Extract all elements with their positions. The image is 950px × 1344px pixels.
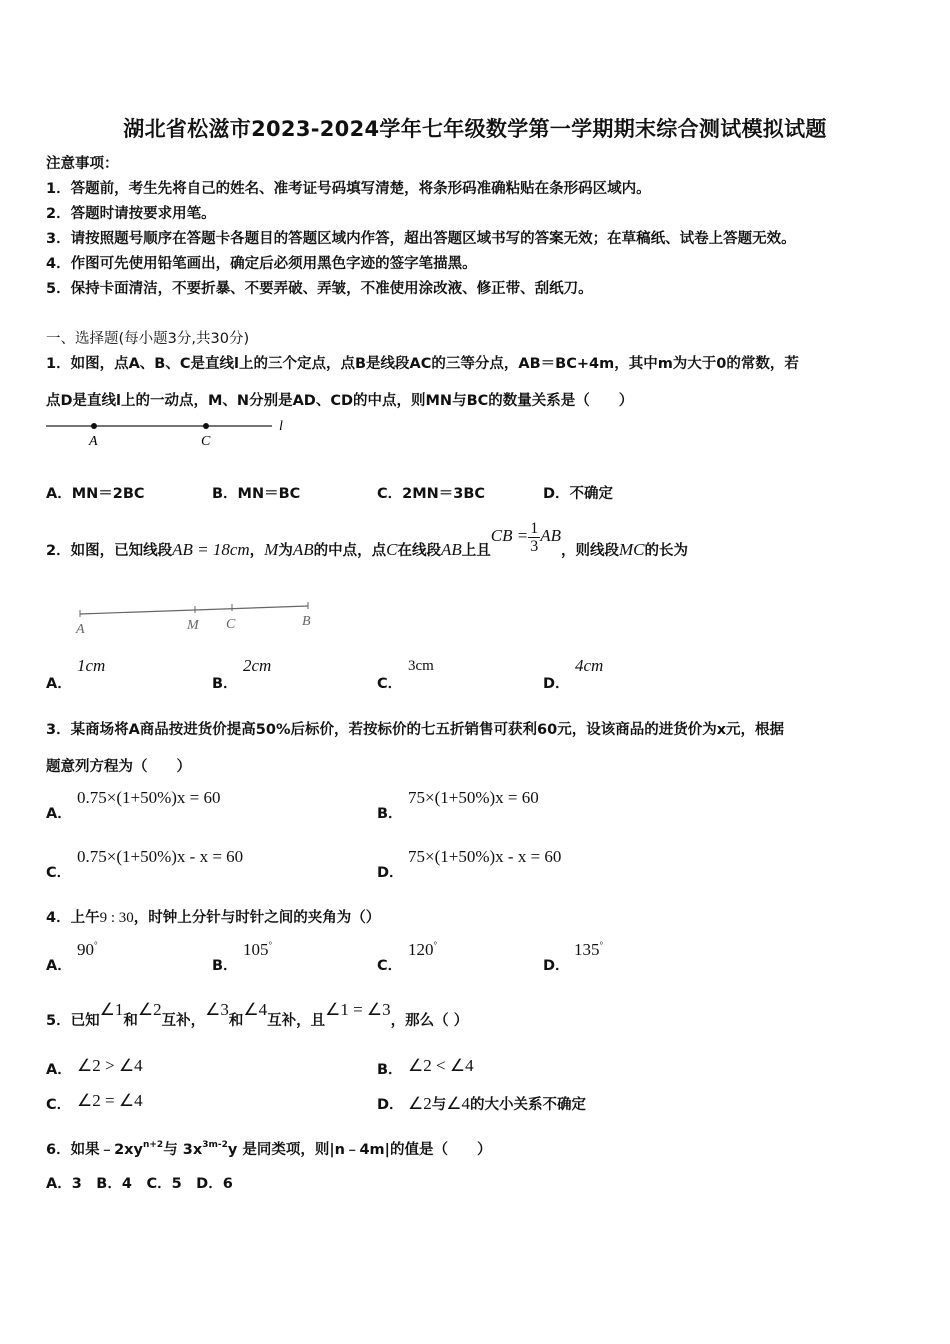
q5-t1: 互补，: [161, 1013, 206, 1029]
label-a: A: [89, 434, 98, 449]
option-b[interactable]: B．: [377, 806, 403, 822]
option-c-value: 120°: [408, 940, 438, 959]
label-c: C: [201, 434, 211, 449]
label-c: C: [226, 617, 236, 632]
option-a-value: 90°: [77, 940, 98, 959]
q5-angle-3: ∠3: [205, 1000, 229, 1019]
q5-and-1: 和: [123, 1013, 138, 1029]
option-a[interactable]: A．MN＝2BC: [46, 486, 145, 502]
q6-exp-2: 3m-2: [202, 1140, 228, 1150]
option-b-value: 105°: [243, 940, 273, 959]
q2-ab3: AB: [540, 526, 561, 545]
q2-cb: CB =: [490, 526, 529, 545]
q2-t2: 在线段: [397, 543, 441, 559]
label-b: B: [302, 614, 311, 629]
option-b[interactable]: B．: [212, 676, 238, 692]
notice-item: 5．保持卡面清洁，不要折暴、不要弄破、弄皱，不准使用涂改液、修正带、刮纸刀。: [46, 281, 593, 297]
option-c[interactable]: C．: [377, 958, 403, 974]
q2-m: M: [264, 540, 279, 559]
q2-t1: 的中点，点: [313, 543, 387, 559]
option-b[interactable]: B．: [377, 1062, 403, 1078]
option-a-value: 1cm: [77, 656, 106, 675]
option-d[interactable]: D．不确定: [543, 486, 614, 502]
q5-and-2: 和: [228, 1013, 244, 1029]
question-4: [46, 906, 380, 927]
label-a: A: [76, 622, 85, 637]
question-6-options[interactable]: A．3 B．4 C．5 D．6: [46, 1176, 233, 1192]
option-c-value: ∠2 = ∠4: [77, 1091, 143, 1110]
notice-item: 3．请按照题号顺序在答题卡各题目的答题区域内作答，超出答题区域书写的答案无效；在草稿纸、试卷上答题无效。: [46, 231, 796, 247]
q2-mc: MC: [618, 540, 645, 559]
option-d-value: [408, 1093, 586, 1114]
option-b-value: 75×(1+50%)x = 60: [408, 788, 539, 807]
q6-tail: y 是同类项，则|n﹣4m|的值是（ ）: [227, 1142, 492, 1158]
point-c: [203, 423, 209, 429]
q2-num: 1: [530, 519, 539, 537]
q5-d-angle-4: ∠4: [446, 1094, 470, 1113]
q4-c-value: 120: [408, 940, 434, 959]
q5-angle-1: ∠1: [99, 1000, 124, 1019]
option-b-value: ∠2 < ∠4: [408, 1056, 474, 1075]
q2-mid: 为: [278, 543, 293, 559]
q6-exp-1: n+2: [142, 1140, 164, 1150]
q2-den: 3: [530, 537, 539, 555]
option-b[interactable]: B．MN＝BC: [212, 486, 301, 502]
option-d-value: 4cm: [575, 656, 604, 675]
option-d-value: 135°: [574, 940, 604, 959]
q2-t3: 上且: [461, 543, 491, 559]
option-c-value: 3cm: [408, 658, 434, 674]
question-5: [46, 1000, 468, 1041]
option-c[interactable]: C．: [46, 865, 72, 881]
q5-angle-2: ∠2: [137, 1000, 162, 1019]
option-d[interactable]: D．: [543, 958, 570, 974]
notice-item: 2．答题时请按要求用笔。: [46, 206, 216, 222]
option-d[interactable]: D．: [543, 676, 570, 692]
option-d[interactable]: D．: [377, 865, 404, 881]
option-c[interactable]: C．2MN＝3BC: [377, 486, 486, 502]
option-c[interactable]: C．: [46, 1097, 72, 1113]
option-c-value: 0.75×(1+50%)x - x = 60: [77, 847, 244, 866]
notice-heading: 注意事项：: [46, 156, 119, 172]
q4-b-value: 105: [243, 940, 269, 959]
question-1-line-1: 1．如图，点A、B、C是直线l上的三个定点，点B是线段AC的三等分点，AB＝BC+4m，其中m为大于0的常数，若: [46, 356, 799, 372]
question-1-line-2: 点D是直线l上的一动点，M、N分别是AD、CD的中点，则MN与BC的数量关系是（ ）: [46, 393, 634, 409]
q5-equation: ∠1 = ∠3: [325, 1000, 391, 1019]
option-a-value: 0.75×(1+50%)x = 60: [77, 788, 221, 807]
page-title: 湖北省松滋市2023-2024学年七年级数学第一学期期末综合测试模拟试题: [123, 117, 827, 141]
q5-d-angle-2: ∠2: [408, 1094, 432, 1113]
q6-mid: 与 3x: [163, 1142, 203, 1158]
q2-t4: ，则线段: [560, 543, 619, 559]
option-d[interactable]: D．: [377, 1097, 404, 1113]
q5-prefix: 5．已知: [46, 1013, 100, 1029]
notice-item: 1．答题前，考生先将自己的姓名、准考证号码填写清楚，将条形码准确粘贴在条形码区域内。: [46, 181, 651, 197]
label-l: l: [279, 419, 283, 434]
option-d-value: 75×(1+50%)x - x = 60: [408, 847, 562, 866]
q5-d-mid: 与: [431, 1097, 447, 1113]
q5-t2: 互补，且: [267, 1013, 326, 1029]
question-6: [46, 1138, 491, 1159]
q2-t5: 的长为: [644, 543, 688, 559]
q4-d-value: 135: [574, 940, 600, 959]
q4-time: 9 : 30: [99, 910, 134, 926]
question-1-figure: [44, 415, 304, 451]
q4-suffix: ，时钟上分针与时针之间的夹角为（）: [133, 910, 381, 926]
label-m: M: [187, 618, 199, 633]
option-a[interactable]: A．: [46, 958, 72, 974]
option-b-value: 2cm: [243, 656, 272, 675]
option-a[interactable]: A．: [46, 1062, 72, 1078]
q2-ab: AB: [292, 540, 314, 559]
segment-ab: [80, 606, 308, 614]
question-3-line-2: 题意列方程为（ ）: [46, 759, 191, 775]
option-b[interactable]: B．: [212, 958, 238, 974]
q5-d-tail: 的大小关系不确定: [470, 1097, 586, 1113]
q6-prefix: 6．如果﹣2xy: [46, 1142, 143, 1158]
option-a[interactable]: A．: [46, 806, 72, 822]
question-2-figure: [74, 600, 324, 640]
q4-a-value: 90: [77, 940, 94, 959]
q5-t3: ，那么（ ）: [390, 1013, 469, 1029]
notice-item: 4．作图可先使用铅笔画出，确定后必须用黑色字迹的签字笔描黑。: [46, 256, 477, 272]
option-a-value: ∠2 > ∠4: [77, 1056, 143, 1075]
q2-prefix: 2．如图，已知线段: [46, 543, 173, 559]
q4-prefix: 4．上午: [46, 910, 100, 926]
section-heading: 一、选择题(每小题3分,共30分): [46, 331, 250, 347]
option-c[interactable]: C．: [377, 676, 403, 692]
point-a: [91, 423, 97, 429]
question-3-line-1: 3．某商场将A商品按进货价提高50%后标价，若按标价的七五折销售可获利60元，设该商品的进货价为x元，根据: [46, 722, 785, 738]
option-a[interactable]: A．: [46, 676, 72, 692]
q2-c: C: [386, 540, 398, 559]
q2-fraction: [528, 520, 540, 555]
q2-seg: AB = 18cm: [172, 540, 250, 559]
q2-ab2: AB: [440, 540, 462, 559]
q5-angle-4: ∠4: [243, 1000, 268, 1019]
question-2: 2．如图，已知线段AB = 18cm，M为AB的中点，点C在线段AB上且CB = $\frac{1}{3}$ AB，则线段MC的长为: [46, 519, 688, 559]
